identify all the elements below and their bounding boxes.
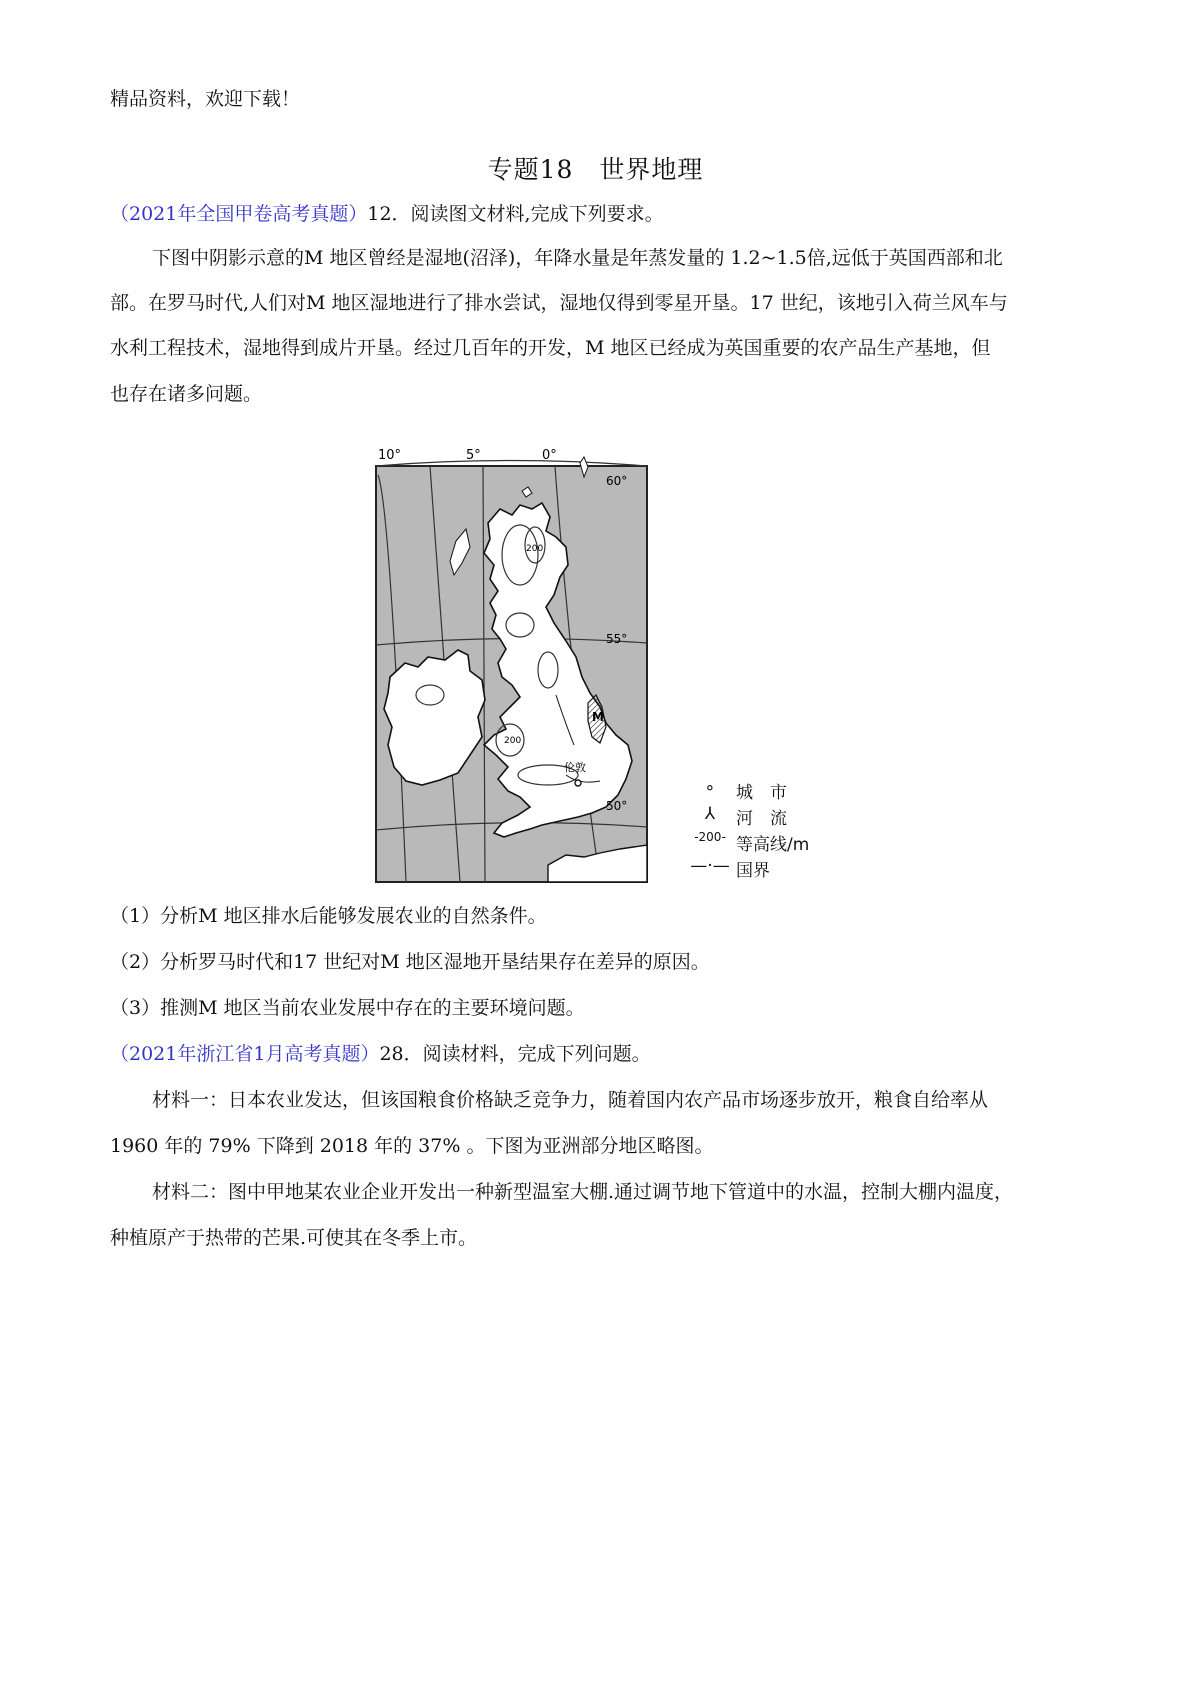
material-line: 种植原产于热带的芒果.可使其在冬季上市。 bbox=[110, 1227, 478, 1249]
lon-label: 0° bbox=[542, 448, 557, 463]
question-intro: 12．阅读图文材料,完成下列要求。 bbox=[367, 203, 664, 225]
river-icon: ⅄ bbox=[704, 804, 716, 824]
contour-icon: -200- bbox=[694, 830, 726, 844]
sub-question: （2）分析罗马时代和17 世纪对M 地区湿地开垦结果存在差异的原因。 bbox=[110, 951, 710, 973]
paragraph-line: 部。在罗马时代,人们对M 地区湿地进行了排水尝试，湿地仅得到零星开垦。17 世纪，该地引入荷兰风车与 bbox=[110, 292, 1008, 314]
page-title: 专题18 世界地理 bbox=[487, 155, 704, 184]
lat-label: 55° bbox=[606, 632, 628, 646]
sub-question: （3）推测M 地区当前农业发展中存在的主要环境问题。 bbox=[110, 997, 585, 1019]
m-region-label: M bbox=[592, 710, 604, 724]
city-icon: ∘ bbox=[704, 778, 716, 798]
city-label-london: 伦敦 bbox=[564, 761, 586, 774]
paragraph-line: 水利工程技术，湿地得到成片开垦。经过几百年的开发，M 地区已经成为英国重要的农产品生产基地，但 bbox=[110, 337, 991, 359]
contour-label: 200 bbox=[504, 736, 522, 746]
lat-label: 60° bbox=[606, 474, 628, 488]
question-28-heading bbox=[110, 1040, 1090, 1068]
contour-label: 200 bbox=[526, 544, 544, 554]
question-12-heading bbox=[110, 200, 1090, 228]
material-line: 材料一：日本农业发达，但该国粮食价格缺乏竞争力，随着国内农产品市场逐步放开，粮食自给率从 bbox=[152, 1089, 989, 1111]
material-line: 1960 年的 79% 下降到 2018 年的 37% 。下图为亚洲部分地区略图。 bbox=[110, 1135, 714, 1157]
london-city-marker bbox=[575, 780, 581, 786]
lat-label: 50° bbox=[606, 799, 628, 813]
question-source: （2021年浙江省1月高考真题） bbox=[110, 1043, 380, 1065]
legend-label: 河 流 bbox=[736, 809, 787, 829]
legend-label: 等高线/m bbox=[736, 835, 810, 855]
material-line: 材料二：图中甲地某农业企业开发出一种新型温室大棚.通过调节地下管道中的水温，控制大棚内温度， bbox=[152, 1181, 1014, 1203]
border-icon: —·— bbox=[690, 856, 730, 876]
legend-label: 国界 bbox=[736, 861, 770, 881]
header-note: 精品资料，欢迎下载！ bbox=[110, 88, 301, 110]
paragraph-line: 也存在诸多问题。 bbox=[110, 383, 263, 405]
sub-question: （1）分析M 地区排水后能够发展农业的自然条件。 bbox=[110, 905, 547, 927]
question-intro: 28．阅读材料，完成下列问题。 bbox=[379, 1043, 651, 1065]
lon-label: 5° bbox=[466, 448, 481, 463]
paragraph-line: 下图中阴影示意的M 地区曾经是湿地(沼泽)，年降水量是年蒸发量的 1.2~1.5倍,远低于英国西部和北 bbox=[152, 247, 1003, 269]
lon-label: 10° bbox=[378, 448, 402, 463]
legend-label: 城 市 bbox=[736, 783, 787, 803]
question-source: （2021年全国甲卷高考真题） bbox=[110, 203, 368, 225]
